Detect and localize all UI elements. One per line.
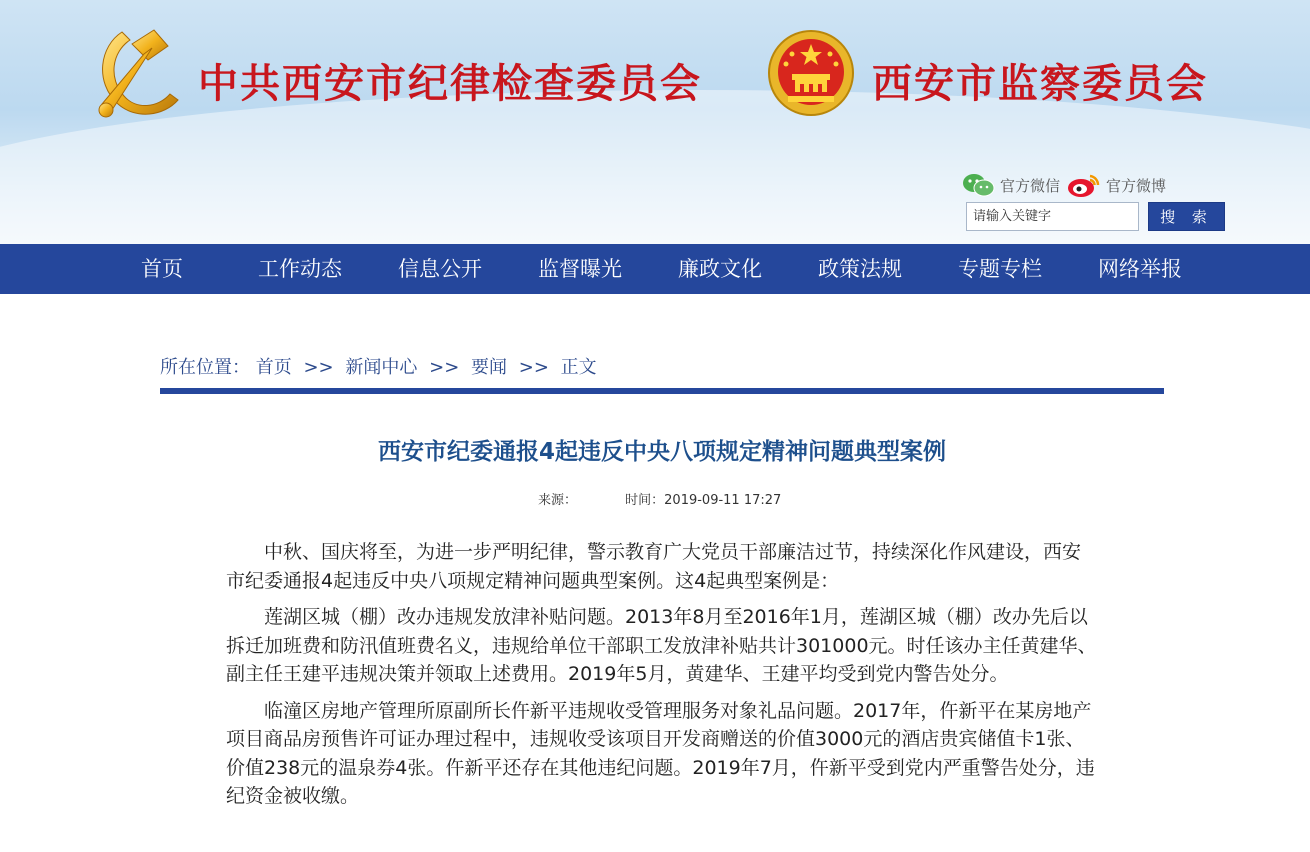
- breadcrumb-divider: [160, 388, 1164, 394]
- breadcrumb-current[interactable]: 正文: [560, 357, 597, 378]
- social-links: [962, 172, 1166, 198]
- article-time: 时间：2019-09-11 17:27: [625, 493, 782, 508]
- nav-item-integrity-culture[interactable]: 廉政文化: [678, 257, 762, 281]
- article-paragraph: 临潼区房地产管理所原副所长仵新平违规收受管理服务对象礼品问题。2017年，仵新平在某房地产项目商品房预售许可证办理过程中，违规收受该项目开发商赠送的价值3000元的酒店贵宾储值卡1张、价值238元的温泉券4张。仵新平还存在其他违纪问题。2019年7月，仵新平受到党内严重警告处分，违纪资金被收缴。: [226, 699, 1095, 807]
- nav-item-work-news[interactable]: 工作动态: [258, 257, 342, 281]
- header-banner: [0, 0, 1310, 244]
- breadcrumb-headlines[interactable]: 要闻: [471, 357, 508, 378]
- party-emblem-icon: [92, 24, 184, 122]
- breadcrumb: [160, 353, 597, 379]
- breadcrumb-separator: >>: [518, 357, 549, 378]
- nav-item-special-topics[interactable]: 专题专栏: [958, 257, 1042, 281]
- weibo-label: 官方微博: [1106, 176, 1167, 195]
- article-body: [226, 538, 1098, 819]
- article-paragraph: 莲湖区城（棚）改办违规发放津补贴问题。2013年8月至2016年1月，莲湖区城（棚）改办先后以拆迁加班费和防汛值班费名义，违规给单位干部职工发放津补贴共计301000元。时任该办主任黄建华、副主任王建平违规决策并领取上述费用。2019年5月，黄建华、王建平均受到党内警告处分。: [226, 606, 1097, 685]
- national-emblem-icon: [768, 30, 854, 116]
- article-source: 来源：: [538, 493, 578, 508]
- nav-item-policy-regulations[interactable]: 政策法规: [818, 257, 902, 281]
- breadcrumb-news-center[interactable]: 新闻中心: [345, 357, 418, 378]
- org-title-left: 中共西安市纪律检查委员会: [198, 60, 702, 107]
- breadcrumb-prefix: 所在位置：: [160, 357, 250, 378]
- article-meta: [538, 489, 781, 508]
- weibo-icon: [1066, 172, 1102, 198]
- nav-item-home[interactable]: 首页: [141, 257, 183, 281]
- breadcrumb-separator: >>: [429, 357, 460, 378]
- nav-item-online-report[interactable]: 网络举报: [1098, 257, 1182, 281]
- breadcrumb-home[interactable]: 首页: [255, 357, 292, 378]
- breadcrumb-separator: >>: [303, 357, 334, 378]
- article-paragraph: 中秋、国庆将至，为进一步严明纪律，警示教育广大党员干部廉洁过节，持续深化作风建设，西安市纪委通报4起违反中央八项规定精神问题典型案例。这4起典型案例是：: [226, 541, 1082, 592]
- nav-item-info-disclosure[interactable]: 信息公开: [398, 257, 482, 281]
- weibo-link[interactable]: [1066, 172, 1166, 198]
- search-button[interactable]: 搜 索: [1148, 202, 1225, 231]
- nav-item-supervision-exposure[interactable]: 监督曝光: [538, 257, 622, 281]
- search-box: [966, 202, 1225, 231]
- org-title-right: 西安市监察委员会: [872, 60, 1208, 107]
- search-input[interactable]: [966, 202, 1139, 231]
- wechat-link[interactable]: [962, 172, 1060, 198]
- article-title: 西安市纪委通报4起违反中央八项规定精神问题典型案例: [377, 439, 946, 465]
- wechat-icon: [962, 172, 996, 198]
- wechat-label: 官方微信: [1000, 176, 1061, 195]
- main-nav: [0, 244, 1310, 294]
